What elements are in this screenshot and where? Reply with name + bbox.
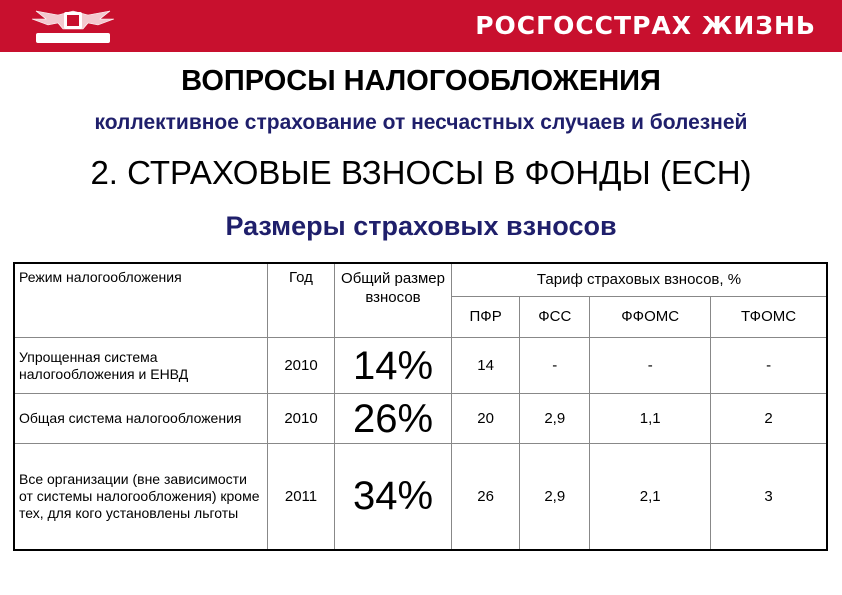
total-cell: 26%	[335, 394, 452, 444]
double-headed-eagle-logo-icon	[28, 5, 118, 47]
regime-cell: Общая система налогообложения	[14, 394, 268, 444]
header-fund-pfr: ПФР	[452, 296, 520, 337]
tfoms-cell: 2	[711, 394, 827, 444]
header-regime: Режим налогообложения	[14, 263, 268, 338]
pfr-cell: 14	[452, 338, 520, 394]
regime-cell: Все организации (вне зависимости от системы налогообложения) кроме тех, для кого установлены льготы	[14, 444, 268, 550]
table-header-row	[14, 263, 827, 296]
header-fund-fss: ФСС	[520, 296, 590, 337]
header-fund-ffoms: ФФОМС	[590, 296, 711, 337]
section-title: 2. СТРАХОВЫЕ ВЗНОСЫ В ФОНДЫ (ЕСН)	[90, 154, 752, 191]
tfoms-cell: 3	[711, 444, 827, 550]
fss-cell: 2,9	[520, 394, 590, 444]
year-cell: 2010	[268, 394, 335, 444]
header-total: Общий размер взносов	[335, 263, 452, 338]
header-year: Год	[268, 263, 335, 338]
regime-cell: Упрощенная система налогообложения и ЕНВД	[14, 338, 268, 394]
brand-name: РОСГОССТРАХ ЖИЗНЬ	[475, 11, 816, 40]
total-cell: 14%	[335, 338, 452, 394]
contribution-rates-table	[13, 262, 828, 551]
ffoms-cell: -	[590, 338, 711, 394]
page-subtitle: коллективное страхование от несчастных случаев и болезней	[94, 111, 748, 134]
total-cell: 34%	[335, 444, 452, 550]
year-cell: 2010	[268, 338, 335, 394]
tfoms-cell: -	[711, 338, 827, 394]
fss-cell: 2,9	[520, 444, 590, 550]
header-bar	[0, 0, 842, 52]
year-cell: 2011	[268, 444, 335, 550]
table-row	[14, 394, 827, 444]
header-tariff: Тариф страховых взносов, %	[452, 263, 828, 296]
table-row	[14, 444, 827, 550]
ffoms-cell: 2,1	[590, 444, 711, 550]
pfr-cell: 26	[452, 444, 520, 550]
ffoms-cell: 1,1	[590, 394, 711, 444]
table-row	[14, 338, 827, 394]
page-title: ВОПРОСЫ НАЛОГООБЛОЖЕНИЯ	[181, 65, 661, 97]
fss-cell: -	[520, 338, 590, 394]
header-fund-tfoms: ТФОМС	[711, 296, 827, 337]
table-title: Размеры страховых взносов	[225, 211, 617, 241]
pfr-cell: 20	[452, 394, 520, 444]
